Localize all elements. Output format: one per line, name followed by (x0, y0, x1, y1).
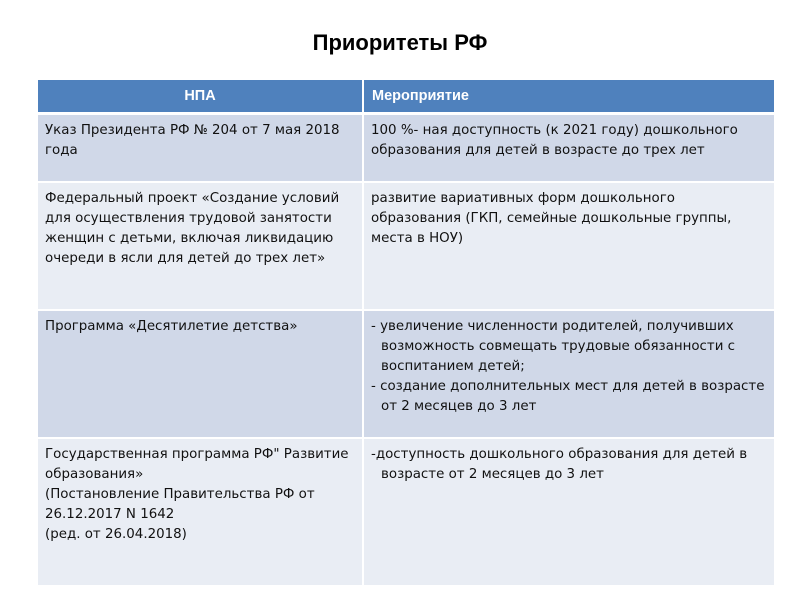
measure-cell (363, 310, 774, 438)
npa-cell: Указ Президента РФ № 204 от 7 мая 2018 года (38, 114, 363, 183)
priorities-table (38, 80, 774, 587)
header-measure: Мероприятие (363, 80, 774, 114)
header-npa: НПА (38, 80, 363, 114)
table-row (38, 114, 774, 183)
npa-cell: Программа «Десятилетие детства» (38, 310, 363, 438)
npa-cell: Федеральный проект «Создание условий для осуществления трудовой занятости женщин с детьми, включая ликвидацию очереди в ясли для детей до трех лет» (38, 182, 363, 310)
measure-cell: 100 %- ная доступность (к 2021 году) дошкольного образования для детей в возрасте до трех лет (363, 114, 774, 183)
slide-title: Приоритеты РФ (312, 30, 488, 55)
measure-list-item: - создание дополнительных мест для детей в возрасте от 2 месяцев до 3 лет (371, 379, 765, 414)
table-row (38, 182, 774, 310)
table-row (38, 310, 774, 438)
table-header-row (38, 80, 774, 114)
npa-cell (38, 438, 363, 586)
measure-list-item: -доступность дошкольного образования для детей в возрасте от 2 месяцев до 3 лет (371, 447, 748, 482)
npa-line: (ред. от 26.04.2018) (45, 527, 187, 542)
measure-cell (363, 438, 774, 586)
measure-list-item: - увеличение численности родителей, получивших возможность совмещать трудовые обязанности с воспитанием детей; (371, 319, 736, 374)
npa-line: Государственная программа РФ" Развитие образования» (45, 447, 349, 482)
table-row (38, 438, 774, 586)
measure-cell: развитие вариативных форм дошкольного образования (ГКП, семейные дошкольные группы, места в НОУ) (363, 182, 774, 310)
npa-line: (Постановление Правительства РФ от 26.12.2017 N 1642 (45, 487, 315, 522)
